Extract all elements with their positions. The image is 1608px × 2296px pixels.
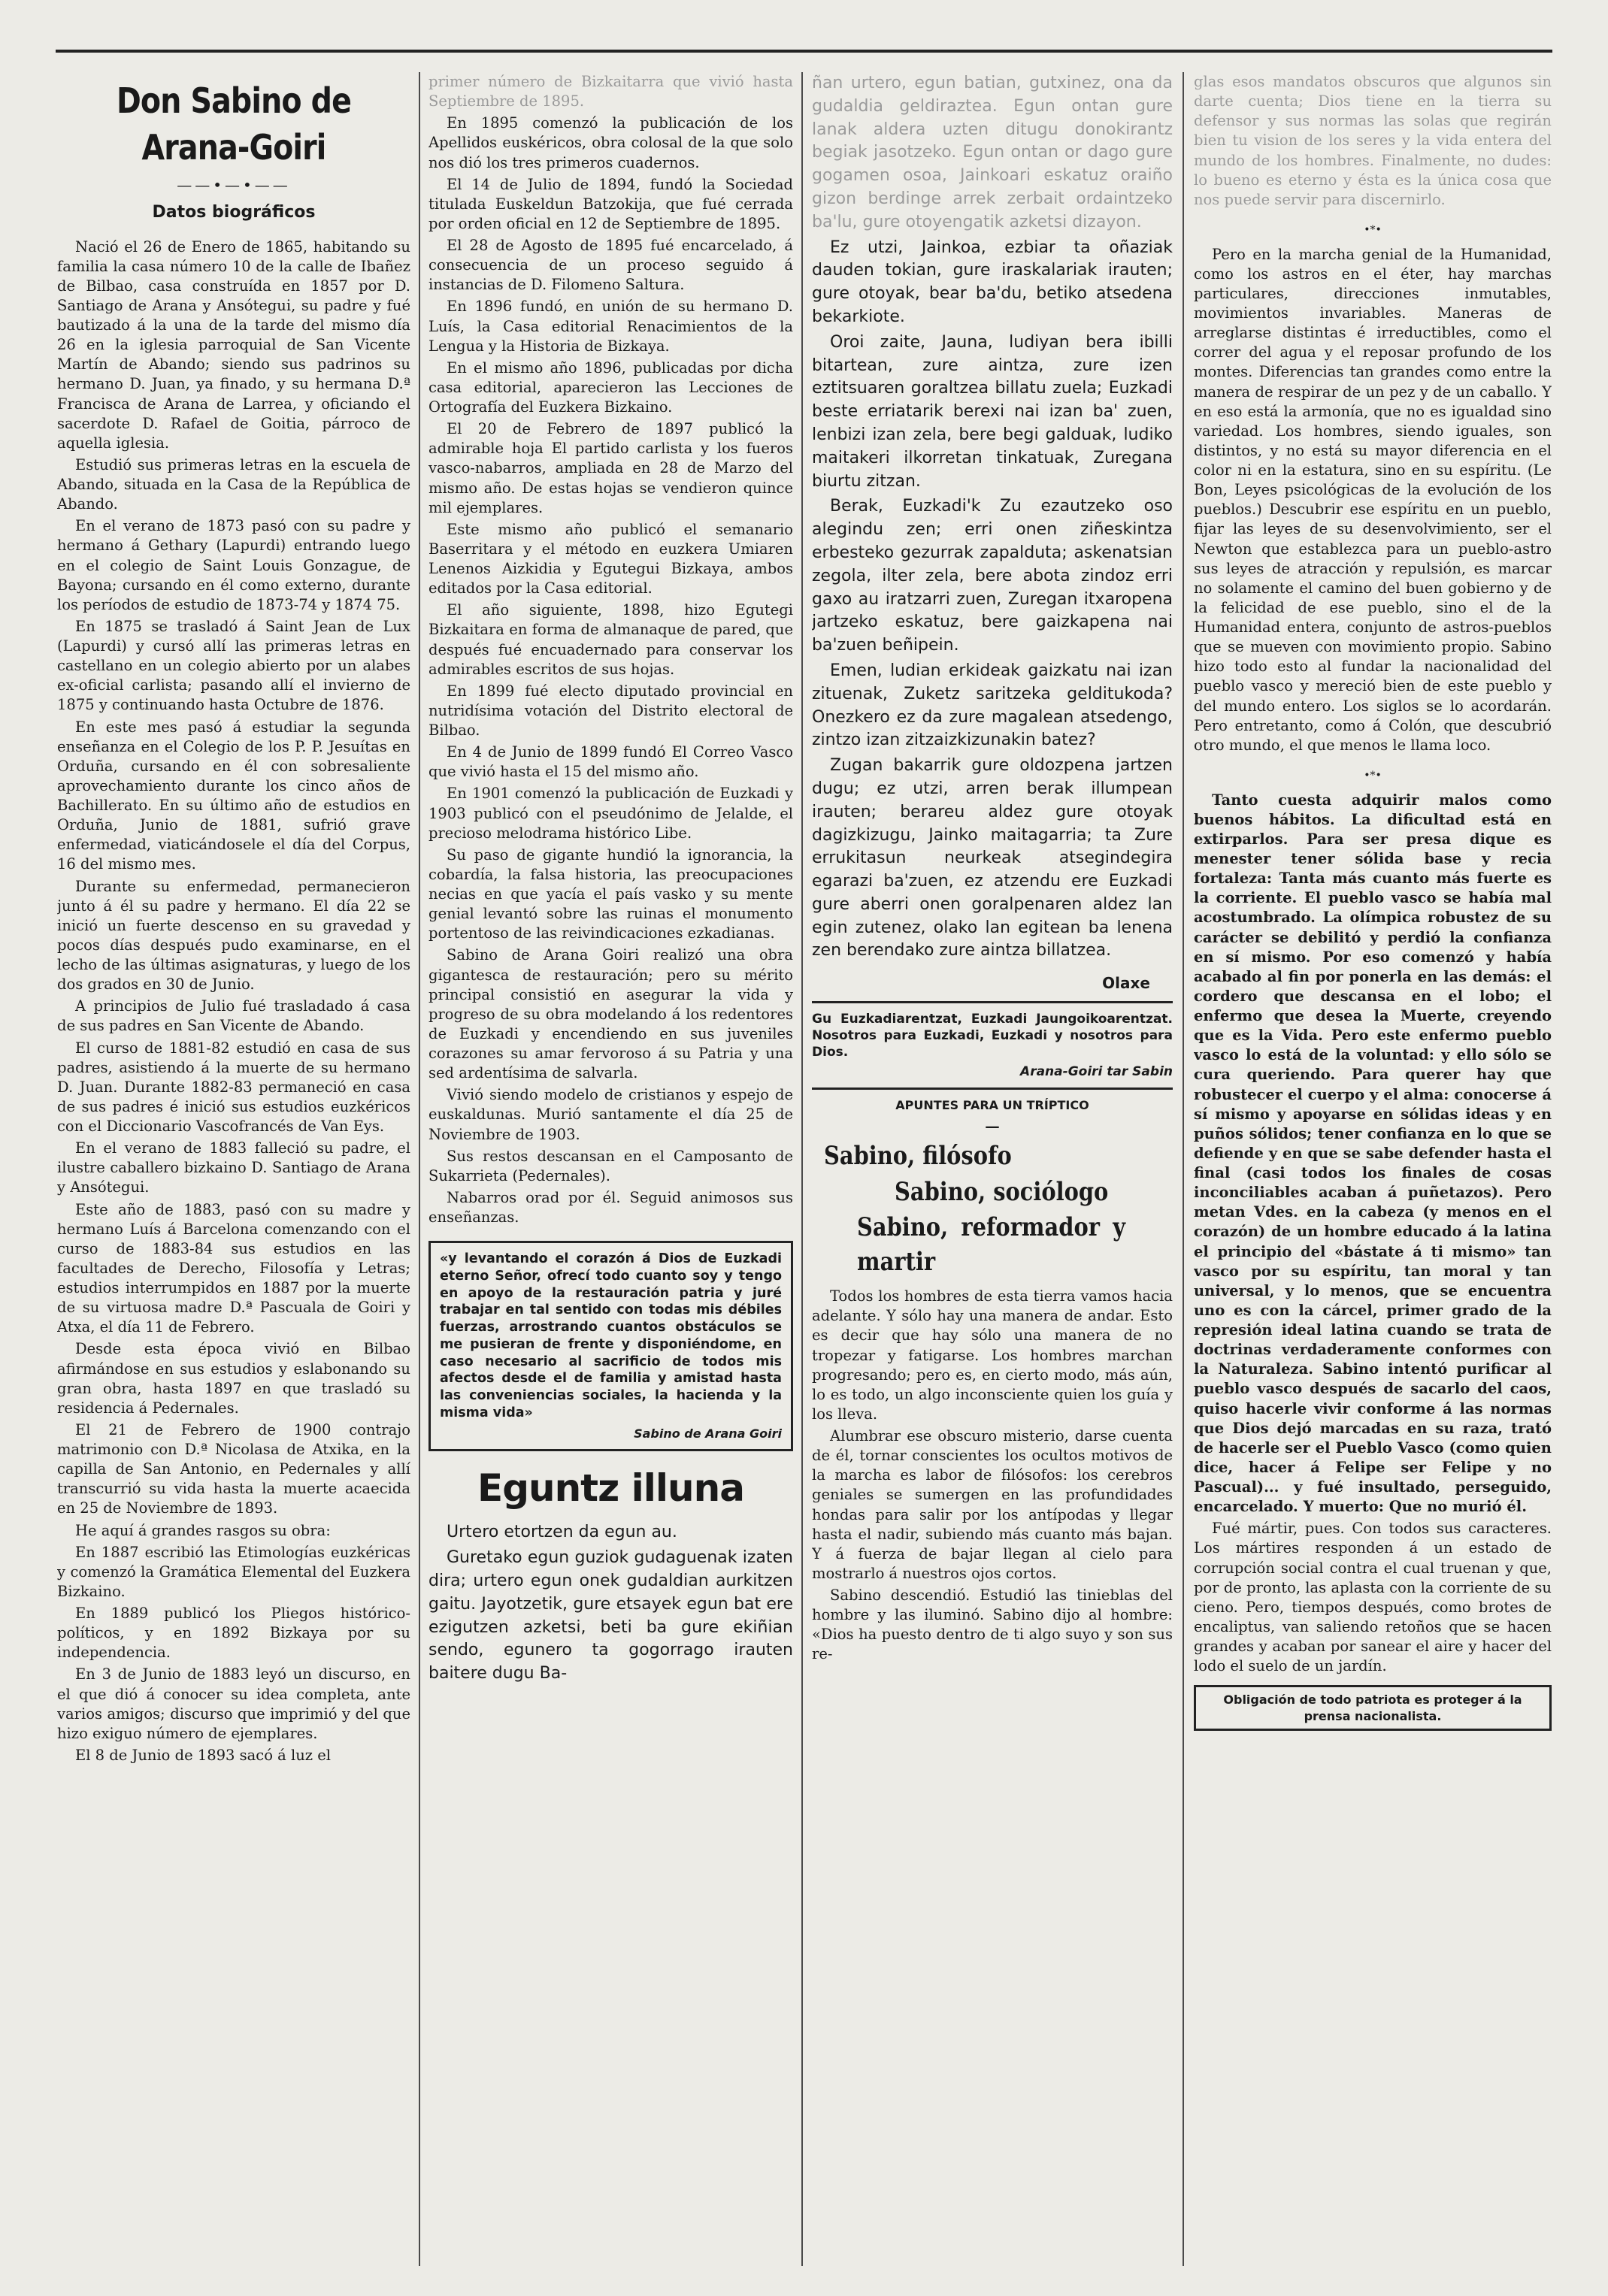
paragraph: A principios de Julio fué trasladado á casa de sus padres en San Vicente de Abando. bbox=[57, 997, 410, 1035]
paragraph: Durante su enfermedad, permanecieron junto á él su padre y hermano. El día 22 se inició un fuerte descenso en su gravedad y pocos días después pudo examinarse, en el lecho de las últimas asignaturas, y luego de los dos grados en 30 de Junio. bbox=[57, 877, 410, 994]
paragraph: Pero en la marcha genial de la Humanidad, como los astros en el éter, hay marchas particulares, direcciones inmutables, movimientos invariables. Maneras de arreglarse distintas é irreductibles, como el correr del agua y el reposar profundo de los montes. Diferencias tan grandes como entre la manera de respirar de un pez y de un caballo. Y en eso está la armonía, que no es igualdad sino variedad. Los hombres, siendo iguales, son distintos, y no está su mayor diferencia en el color ni en la estatura, sino en su espíritu. (Le Bon, Leyes psicológicas de la evolución de los pueblos.) Descubrir ese espíritu en un pueblo, fijar las leyes de su desenvolvimiento, ser el Newton que establezca para un pueblo-astro sus leyes de atracción y repulsión, es marcar no solamente el camino del buen gobierno y de la felicidad de ese pueblo, sino el de la Humanidad entera, conjunto de astros-pueblos que se mueven con movimiento propio. Sabino hizo todo esto al fundar la nacionalidad del pueblo vasco y mereció bien de este pueblo y del mundo entero. Los siglos se lo acordarán. Pero entretanto, como á Colón, que descubrió otro mundo, el que menos le llama loco. bbox=[1194, 245, 1552, 754]
quote-signature: Sabino de Arana Goiri bbox=[634, 1426, 782, 1441]
triptico-title-1: Sabino, filósofo bbox=[824, 1141, 1012, 1172]
poem-title: Eguntz illuna bbox=[477, 1466, 744, 1511]
paragraph: Nabarros orad por él. Seguid animosos sus enseñanzas. bbox=[428, 1188, 793, 1226]
top-rule bbox=[56, 50, 1552, 53]
paragraph: Sabino descendió. Estudió las tinieblas del hombre y las iluminó. Sabino dijo al hombre: «Dios ha puesto dentro de ti algo suyo y son sus re- bbox=[812, 1587, 1173, 1663]
paragraph: Oroi zaite, Jauna, ludiyan bera ibilli bitartean, zure aintza, zure izen eztitsuaren goraltzea billatu zuela; Euzkadi beste erriatarik berexi nai izan ba' zuen, lenbizi izan zela, bere begi galduak, ludiko maitakeri ilkorretan tinkatuak, Zuregana biurtu zitzan. bbox=[812, 332, 1173, 491]
paragraph: En 1896 fundó, en unión de su hermano D. Luís, la Casa editorial Renacimientos de la Lengua y la Historia de Bizkaya. bbox=[428, 298, 793, 355]
closing-box: Obligación de todo patriota es proteger á la prensa nacionalista. bbox=[1194, 1685, 1552, 1731]
triptico-title-2: Sabino, sociólogo bbox=[895, 1176, 1109, 1207]
paragraph: En 1889 publicó los Pliegos histórico-políticos, y en 1892 Bizkaya por su independencia. bbox=[57, 1605, 410, 1662]
paragraph: Su paso de gigante hundió la ignorancia, la cobardía, la falsa historia, las preocupaciones necias en que yacía el país vasko y su mente genial levantó sobre las ruinas el monumento portentoso de las reivindicaciones ezkadianas. bbox=[428, 845, 793, 942]
paragraph: Este año de 1883, pasó con su madre y hermano Luís á Barcelona comenzando con el curso de 1883-84 sus estudios en las facultades de Derecho, Filosofía y Letras; estudios interrumpidos en 1887 por la muerte de su virtuosa madre D.ª Pascuala de Goiri y Atxa, el día 11 de Febrero. bbox=[57, 1200, 410, 1336]
paragraph: glas esos mandatos obscuros que algunos sin darte cuenta; Dios tiene en la tierra su defensor y sus normas las solas que regirán bien tu vision de los seres y la vida entera del mundo de los hombres. Finalmente, no dudes: lo bueno es eterno y ésta es la única cosa que nos puede servir para discernirlo. bbox=[1194, 73, 1552, 208]
triptico-dash: — bbox=[985, 1117, 1000, 1135]
paragraph: ñan urtero, egun batian, gutxinez, ona da gudaldia geldiraztea. Egun ontan gure lanak aldera uzten ditugu donokirantz begiak jasotzeko. Egun ontan or dago gure gogamen osoa, Jainkoari eskatuz oraiño gizon berdinge arrek zerbait ordaintzeko ba'lu, gure otoyengatik azketsi dizayon. bbox=[812, 74, 1173, 231]
paragraph: En 1887 escribió las Etimologías euzkéricas y comenzó la Gramática Elemental del Euzkera Bizkaino. bbox=[57, 1543, 410, 1600]
paragraph: Estudió sus primeras letras en la escuela de Abando, situada en la Casa de la República de Abando. bbox=[57, 455, 410, 513]
paragraph: El año siguiente, 1898, hizo Egutegi Bizkaitara en forma de almanaque de pared, que después fué encuadernado para conservar los admirables escritos de sus hojas. bbox=[428, 601, 793, 678]
ornament-divider: ——•—•—— bbox=[177, 176, 291, 195]
section-rule bbox=[812, 1001, 1173, 1003]
paragraph: En 4 de Junio de 1899 fundó El Correo Vasco que vivió hasta el 15 del mismo año. bbox=[428, 743, 793, 781]
poem-text bbox=[428, 1521, 793, 1686]
quote-text: «y levantando el corazón á Dios de Euzkadi eterno Señor, ofrecí todo cuanto soy y tengo en apoyo de la restauración patria y juré trabajar en tal sentido con todas mis débiles fuerzas, arrostrando cuantos obstáculos se me pusieran de frente y disponiéndome, en caso necesario al sacrificio de todos mis afectos desde el de familia y amistad hasta las conveniencias sociales, la hacienda y la misma vida» bbox=[440, 1251, 782, 1420]
paragraph: El 20 de Febrero de 1897 publicó la admirable hoja El partido carlista y los fueros vasco-nabarros, ampliada en 28 de Marzo del mismo año. De estas hojas se vendieron quince mil ejemplares. bbox=[428, 420, 793, 516]
paragraph: Todos los hombres de esta tierra vamos hacia adelante. Y sólo hay una manera de andar. Esto es decir que hay sólo una manera de no tropezar y fatigarse. Los hombres marchan progresando; pero es, en cierto modo, más aún, lo es todo, un algo inconsciente quien los guía y los lleva. bbox=[812, 1287, 1173, 1423]
paragraph: Sabino de Arana Goiri realizó una obra gigantesca de restauración; pero su mérito principal consistió en asegurar la vida y progreso de su obra modelando á los redentores de Euzkadi y encendiendo en sus juveniles corazones su amar fervoroso á su Patria y una sed ardentísima de salvarla. bbox=[428, 946, 793, 1082]
basque-text bbox=[812, 72, 1173, 963]
paragraph: El 14 de Julio de 1894, fundó la Sociedad titulada Euskeldun Batzokija, que fué cerrada por orden oficial en 12 de Septiembre de 1895. bbox=[428, 175, 793, 232]
paragraph: He aquí á grandes rasgos su obra: bbox=[75, 1521, 331, 1539]
paragraph: Este mismo año publicó el semanario Baserritara y el método en euzkera Umiaren Lenenos Aizkidia y Egutegui Bizkaya, ambos editados por la Casa editorial. bbox=[428, 520, 793, 597]
column-divider bbox=[801, 72, 803, 2266]
triptico-kicker: APUNTES PARA UN TRÍPTICO bbox=[895, 1098, 1089, 1113]
paragraph: En 3 de Junio de 1883 leyó un discurso, en el que dió á conocer su idea completa, ante varios amigos; discurso que imprimió y del que hizo exiguo número de ejemplares. bbox=[57, 1665, 410, 1742]
column-3 bbox=[812, 72, 1173, 2266]
paragraph: Nació el 26 de Enero de 1865, habitando su familia la casa número 10 de la calle de Ibañez de Bilbao, casa construída en 1857 por D. Santiago de Arana y Ansótegui, su padre y fué bautizado á la una de la tarde del mismo día 26 en la iglesia parroquial de San Vicente Martín de Abando; siendo sus padrinos su hermano D. Juan, ya finado, y su hermana D.ª Francisca de Arana de Larrea, y oficiando el sacerdote D. Rafael de Goitia, párroco de aquella iglesia. bbox=[57, 237, 410, 452]
masthead-title: Don Sabino de Arana-Goiri bbox=[116, 80, 352, 168]
paragraph: Guretako egun guziok gudaguenak izaten dira; urtero egun onek gudaldian aurkitzen gaitu. Jayotzetik, gure etsayek egun bat ere ezigutzen azketsi, beti ba gure ekiñian sendo, egunero ta gogorrago irauten baitere dugu Ba- bbox=[428, 1548, 793, 1683]
column-divider bbox=[1183, 72, 1184, 2266]
paragraph: Ez utzi, Jainkoa, ezbiar ta oñaziak dauden tokian, gure iraskalariak irauten; gure otoyak, bear ba'du, betiko atsedena bekarkiote. bbox=[812, 237, 1173, 326]
paragraph: En el mismo año 1896, publicadas por dicha casa editorial, aparecieron las Lecciones de Ortografía del Euzkera Bizkaino. bbox=[428, 358, 793, 416]
paragraph: Emen, ludian erkideak gaizkatu nai izan zituenak, Zuketz saritzeka gelditukoda? Onezkero ez da zure magalean atsedengo, zintzo izan zitzaizkizunakin batez? bbox=[812, 661, 1173, 750]
column-divider bbox=[419, 72, 420, 2266]
column-4 bbox=[1194, 72, 1552, 2266]
asterism-divider: •*• bbox=[1364, 223, 1382, 236]
paragraph: Tanto cuesta adquirir malos como buenos hábitos. La dificultad está en extirparlos. Para ser presa dique es menester tener sólida base y recia fortaleza: Tanta más cuanto más fuerte es la corriente. El pueblo vasco se había mal acostumbrado. La olímpica robustez de su carácter se debilitó y perdió la confianza en sí mismo. Por eso comenzó y había acabado al fin por ponerla en las demás: el cordero que descansa en el lobo; el enfermo que desea la Muerte, creyendo que es la Vida. Pero este enfermo pueblo vasco lo está de la voluntad: y ello sólo se cura queriendo. Para querer hay que robustecer el cuerpo y el alma: conocerse á sí mismo y apoyarse en sólidas ideas y en puños sólidos; tener confianza en lo que se defiende y en que se sabe defender hasta el final (casi todos los finales de cosas inconciliables acaban á puñetazos). Pero metan Vdes. en la cabeza (y menos en el corazón) de un hombre educado á la latina el principio del «bástate á ti mismo» tan vasco por su espíritu, tan moral y tan universal, y lo menos, que se encuentra uno es con la cárcel, primer grado de la represión ideal latina cuando se trata de doctrinas verdaderamente conformes con la Naturaleza. Sabino intentó purificar al pueblo vasco después de sacarlo del caos, quiso hacerle vivir conforme á las normas que Dios dejó marcadas en su raza, trató de hacerle ser el Pueblo Vasco (como quien dice, hacer á Felipe ser Felipe y no Pascual)... y fué insultado, perseguido, encarcelado. Y muerto: Que no murió él. bbox=[1194, 791, 1552, 1516]
paragraph: En este mes pasó á estudiar la segunda enseñanza en el Colegio de los P. P. Jesuítas en Orduña, cursando en él con sobresaliente aprovechamiento durante los cinco años de Bachillerato. En su último año de estudios en Orduña, Junio de 1881, sufrió grave enfermedad, viaticándosele el día del Corpus, 16 del mismo mes. bbox=[57, 718, 410, 873]
paragraph: En el verano de 1873 pasó con su padre y hermano á Gethary (Lapurdi) entrando luego en el colegio de Saint Louis Gonzague, de Bayona; cursando en él como externo, durante los períodos de estudio de 1873-74 y 1874 75. bbox=[57, 517, 410, 613]
column-1 bbox=[57, 72, 410, 2266]
column-2 bbox=[428, 72, 793, 2266]
triptico-title-3: Sabino, reformador y martir bbox=[857, 1212, 1125, 1277]
biography-text bbox=[57, 237, 410, 1766]
slogan-signature: Arana-Goiri tar Sabin bbox=[1020, 1064, 1173, 1080]
section-subtitle: Datos biográficos bbox=[152, 203, 316, 222]
slogan-block bbox=[812, 1011, 1173, 1080]
paragraph: primer número de Bizkaitarra que vivió hasta Septiembre de 1895. bbox=[428, 73, 793, 110]
paragraph: En 1875 se trasladó á Saint Jean de Lux (Lapurdi) y cursó allí las primeras letras en castellano en un colegio abierto por un alabes ex-oficial carlista; pasando allí el invierno de 1875 y continuando hasta Octubre de 1876. bbox=[57, 617, 410, 714]
slogan-text: Gu Euzkadiarentzat, Euzkadi Jaungoikoarentzat. Nosotros para Euzkadi, Euzkadi y nosotros para Dios. bbox=[812, 1012, 1173, 1060]
quote-box bbox=[428, 1241, 793, 1451]
author-signature: Olaxe bbox=[1102, 974, 1150, 993]
paragraph: En 1895 comenzó la publicación de los Apellidos euskéricos, obra colosal de la que solo nos dió los tres primeros cuadernos. bbox=[428, 114, 793, 171]
section-rule bbox=[812, 1087, 1173, 1090]
paragraph: Berak, Euzkadi'k Zu ezautzeko oso alegindu zen; erri onen ziñeskintza erbesteko gezurrak zapalduta; askenatsian zegola, ilter zela, bere abota zindoz erri gaxo au iratzarri zuen, Zuregan itxaropena jartzeko eskatuz, bere gaizkapena nai ba'zuen beñipein. bbox=[812, 497, 1173, 655]
paragraph: El curso de 1881-82 estudió en casa de sus padres, asistiendo á la muerte de su hermano D. Juan. Durante 1882-83 permaneció en casa de sus padres é inició sus estudios euzkéricos con el Diccionario Vascofrancés de Van Eys. bbox=[57, 1039, 410, 1136]
paragraph: Urtero etortzen da egun au. bbox=[447, 1523, 677, 1542]
paragraph: El 21 de Febrero de 1900 contrajo matrimonio con D.ª Nicolasa de Atxika, en la capilla de San Antonio, en Pedernales y allí transcurrió su vida hasta la muerte acaecida en 25 de Noviembre de 1893. bbox=[57, 1420, 410, 1517]
paragraph: El 8 de Junio de 1893 sacó á luz el bbox=[75, 1746, 332, 1764]
paragraph: Alumbrar ese obscuro misterio, darse cuenta de él, tornar conscientes los ocultos motivos de la marcha es labor de filósofos: los cerebros geniales se sumergen en las profundidades hondas para salir por los antípodas y llegar hasta el nadir, subiendo más cuanto más bajan. Y á fuerza de bajar llegan al cielo para mostrarlo á nuestros ojos cortos. bbox=[812, 1427, 1173, 1582]
paragraph: En 1899 fué electo diputado provincial en nutridísima votación del Distrito electoral de Bilbao. bbox=[428, 682, 793, 739]
paragraph: En 1901 comenzó la publicación de Euzkadi y 1903 publicó con el pseudónimo de Jelalde, el precioso melodrama histórico Libe. bbox=[428, 785, 793, 842]
paragraph: Sus restos descansan en el Camposanto de Sukarrieta (Pedernales). bbox=[428, 1147, 793, 1184]
paragraph: El 28 de Agosto de 1895 fué encarcelado, á consecuencia de un proceso seguido á instancias de D. Filomeno Saltura. bbox=[428, 237, 793, 294]
paragraph: En el verano de 1883 falleció su padre, el ilustre caballero bizkaino D. Santiago de Arana y Ansótegui. bbox=[57, 1139, 410, 1196]
paragraph: Desde esta época vivió en Bilbao afirmándose en sus estudios y eslabonando su gran obra, hasta 1897 en que trasladó su residencia á Pedernales. bbox=[57, 1340, 410, 1417]
asterism-divider: •*• bbox=[1364, 769, 1382, 782]
paragraph: Fué mártir, pues. Con todos sus caracteres. Los mártires responden á un estado de corrupción social contra el cual truenan y que, por de pronto, las aplasta con la corriente de su cieno. Pero, tiempos después, como brotes de encaliptus, van saliendo retoños que se hacen grandes y acaban por sanear el aire y hacer del lodo el suelo de un jardín. bbox=[1194, 1520, 1552, 1675]
paragraph: Zugan bakarrik gure oldozpena jartzen dugu; ez utzi, arren berak illumpean irauten; berareu aldez gure otoyak dagizkizugu, Jainko maitagarria; ta Zure errukitasun neurkeak atsegindegira egarazi ba'zuen, ez atzendu ere Euzkadi gure aberri onen goralpenaren aldez lan egin zutenez, olako lan egitean ba lenena zen berendako zure aintza billatzea. bbox=[812, 756, 1173, 960]
paragraph: Vivió siendo modelo de cristianos y espejo de euskaldunas. Murió santamente el día 25 de Noviembre de 1903. bbox=[428, 1086, 793, 1143]
